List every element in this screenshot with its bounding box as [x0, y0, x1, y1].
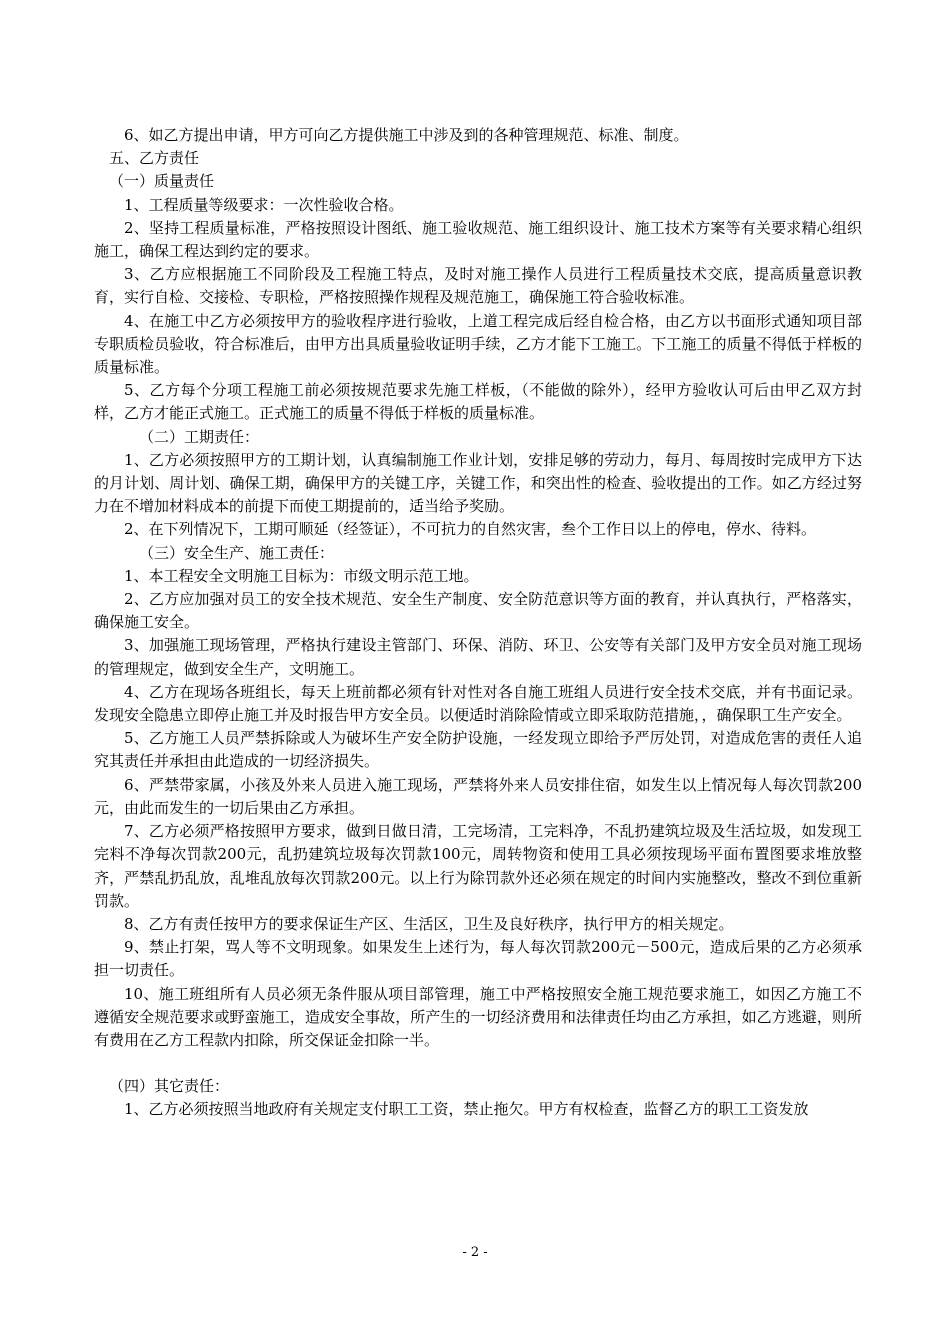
paragraph-safety-10: 10、施工班组所有人员必须无条件服从项目部管理，施工中严格按照安全施工规范要求施工，如因乙方施工不遵循安全规范要求或野蛮施工，造成安全事故，所产生的一切经济费用和法律责任均由乙方承担，如乙方逃避，则所有费用在乙方工程款内扣除，所交保证金扣除一半。: [94, 984, 862, 1049]
paragraph-safety-6: 6、严禁带家属，小孩及外来人员进入施工现场，严禁将外来人员安排住宿，如发生以上情况每人每次罚款200元，由此而发生的一切后果由乙方承担。: [94, 775, 862, 817]
subsection-heading-safety: （三）安全生产、施工责任：: [139, 543, 335, 562]
paragraph-safety-8: 8、乙方有责任按甲方的要求保证生产区、生活区，卫生及良好秩序，执行甲方的相关规定。: [124, 914, 734, 933]
paragraph-quality-5: 5、乙方每个分项工程施工前必须按规范要求先施工样板，（不能做的除外），经甲方验收认可后由甲乙双方封样，乙方才能正式施工。正式施工的质量不得低于样板的质量标准。: [94, 381, 862, 423]
section-heading-5: 五、乙方责任: [109, 149, 200, 168]
paragraph-safety-7: 7、乙方必须严格按照甲方要求，做到日做日清，工完场清，工完料净，不乱扔建筑垃圾及生活垃圾，如发现工完料不净每次罚款200元，乱扔建筑垃圾每次罚款100元，周转物资和使用工具必须按现场平面布置图要求堆放整齐，严禁乱扔乱放，乱堆乱放每次罚款200元。以上行为除罚款外还必须在规定的时间内实施整改，整改不到位重新罚款。: [94, 822, 863, 910]
paragraph-other-1: 1、乙方必须按照当地政府有关规定支付职工工资，禁止拖欠。甲方有权检查，监督乙方的职工工资发放: [124, 1100, 809, 1119]
paragraph-safety-3: 3、加强施工现场管理，严格执行建设主管部门、环保、消防、环卫、公安等有关部门及甲方安全员对施工现场的管理规定，做到安全生产，文明施工。: [94, 636, 862, 678]
paragraph-schedule-1: 1、乙方必须按照甲方的工期计划，认真编制施工作业计划，安排足够的劳动力，每月、每周按时完成甲方下达的月计划、周计划、确保工期，确保甲方的关键工序，关键工作，和突出性的检查、验收提出的工作。如乙方经过努力在不增加材料成本的前提下而使工期提前的，适当给予奖励。: [94, 450, 862, 516]
paragraph-safety-4: 4、乙方在现场各班组长，每天上班前都必须有针对性对各自施工班组人员进行安全技术交底，并有书面记录。发现安全隐患立即停止施工并及时报告甲方安全员。以便适时消除险情或立即采取防范措施，，确保职工生产安全。: [94, 682, 862, 725]
paragraph-safety-5: 5、乙方施工人员严禁拆除或人为破坏生产安全防护设施，一经发现立即给予严厉处罚，对造成危害的责任人追究其责任并承担由此造成的一切经济损失。: [94, 729, 862, 771]
paragraph-quality-3: 3、乙方应根据施工不同阶段及工程施工特点，及时对施工操作人员进行工程质量技术交底，提高质量意识教育，实行自检、交接检、专职检，严格按照操作规程及规范施工，确保施工符合验收标准。: [94, 265, 862, 307]
subsection-heading-other: （四）其它责任：: [109, 1077, 230, 1096]
subsection-heading-quality: （一）质量责任: [109, 172, 215, 191]
paragraph-schedule-2: 2、在下列情况下，工期可顺延（经签证），不可抗力的自然灾害，叁个工作日以上的停电，停水、待料。: [124, 520, 817, 539]
paragraph-safety-9: 9、禁止打架，骂人等不文明现象。如果发生上述行为，每人每次罚款200元－500元，造成后果的乙方必须承担一切责任。: [94, 938, 862, 980]
paragraph-safety-2: 2、乙方应加强对员工的安全技术规范、安全生产制度、安全防范意识等方面的教育，并认真执行，严格落实，确保施工安全。: [94, 590, 862, 632]
paragraph-quality-2: 2、坚持工程质量标准，严格按照设计图纸、施工验收规范、施工组织设计、施工技术方案等有关要求精心组织施工，确保工程达到约定的要求。: [94, 218, 862, 261]
paragraph-quality-1: 1、工程质量等级要求：一次性验收合格。: [124, 195, 404, 214]
document-body: [94, 124, 862, 1122]
paragraph-safety-1: 1、本工程安全文明施工目标为：市级文明示范工地。: [124, 566, 479, 585]
paragraph-quality-4: 4、在施工中乙方必须按甲方的验收程序进行验收，上道工程完成后经自检合格，由乙方以书面形式通知项目部专职质检员验收，符合标准后，由甲方出具质量验收证明手续，乙方才能下工施工。下工施工的质量不得低于样板的质量标准。: [94, 311, 862, 377]
page-number: - 2 -: [462, 1245, 488, 1260]
paragraph-item6-apply: 6、如乙方提出申请，甲方可向乙方提供施工中涉及到的各种管理规范、标准、制度。: [124, 126, 689, 144]
subsection-heading-schedule: （二）工期责任：: [139, 427, 260, 446]
